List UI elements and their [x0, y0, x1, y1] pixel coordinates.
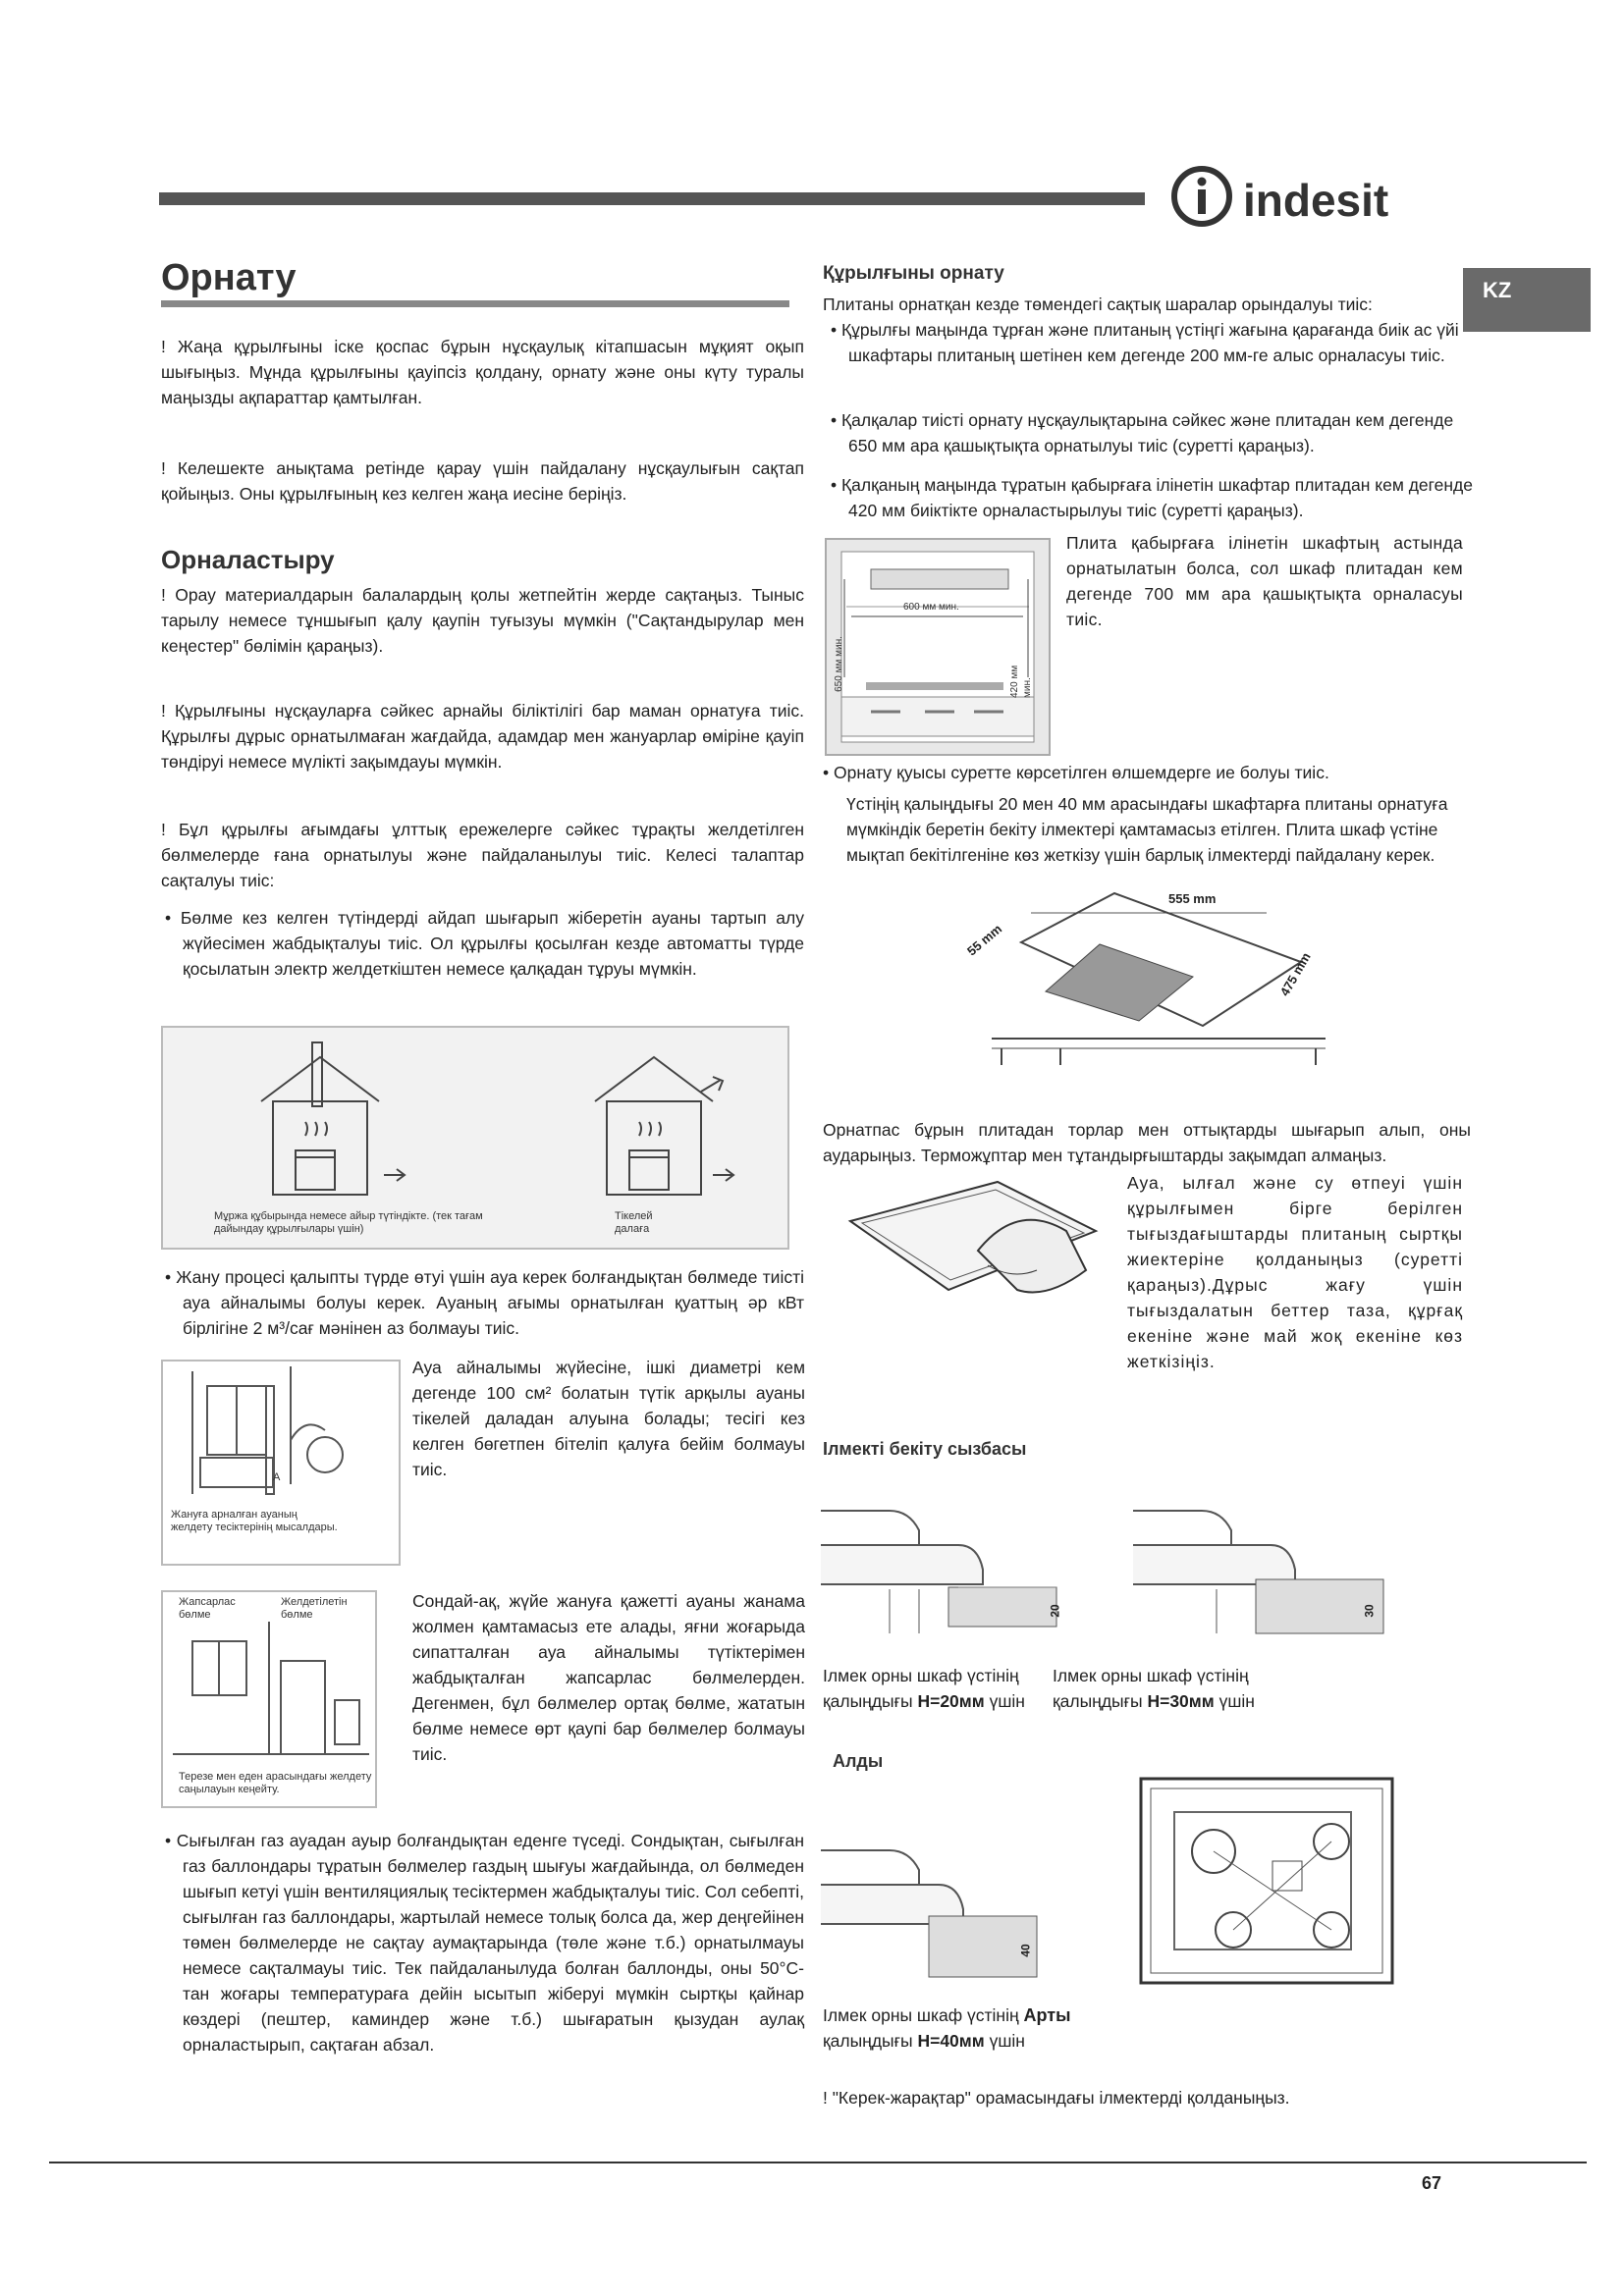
hook-20-caption-b: қалыңдығы: [823, 1691, 913, 1711]
hook-20-figure: [821, 1496, 1066, 1643]
hook-30-caption-d: үшін: [1218, 1691, 1255, 1711]
ventilation-caption-left: Мұржа құбырында немесе айыр түтіндікте. (тек тағам дайындау құрылғылары үшін): [214, 1210, 483, 1235]
ventilated-room-label: Желдетілетін бөлме: [281, 1596, 348, 1621]
brand-name: indesit: [1243, 175, 1389, 226]
intro-paragraph-1: ! Жаңа құрылғыны іске қоспас бұрын нұсқаулық кітапшасын мұқият оқып шығыңыз. Мұнда құрылғыны қауіпсіз қолдану, орнату және оны күту туралы маңызды ақпараттар қамтылған.: [161, 337, 804, 407]
install-heading: Құрылғыны орнату: [823, 263, 1004, 284]
hook-40-caption-a: Ілмек орны шкаф үстінің: [823, 2005, 1019, 2025]
dim-650-label: 650 мм мин.: [833, 636, 844, 692]
bullet-compressed-gas: • Сығылған газ ауадан ауыр болғандықтан еденге түседі. Сондықтан, сығылған газ баллондары тұратын бөлмелер газдың шығуы жағдайында, ол бөлмеден шығып кетуі үшін вентиляциялық тесіктермен жабдықталуы тиіс. Сол себепті, сығылған газ баллондары, жартылай немесе толық болса да, жер деңгейінен төмен бөлмелерде не сақтау аумақтарында (төле және т.б.) орнатылмауы немесе сақталмауы тиіс. Тек пайдаланылуда болған баллонды, оны 50°C-тан жоғары температураға дейін ысытып жіберуі мүмкін сыртқы қайнар көздері (пештер, каминдер және т.б.) шығаратын қызудан аулақ орналастырып, сақтаған абзал.: [165, 1831, 804, 2055]
dim-55-label: 55 mm: [963, 921, 1005, 959]
dim-555-label: 555 mm: [1168, 891, 1217, 906]
placement-paragraph-1: ! Орау материалдарын балалардың қолы жетпейтін жерде сақтаңыз. Тыныс тарылу немесе тұншығып қалу қаупін туғызуы мүмкін ("Сақтандырулар мен кеңестер" бөлімін қараңыз).: [161, 585, 804, 656]
seal-paragraph: Ауа, ылғал және су өтпеуі үшін құрылғымен бірге берілген тығыздағыштарды плитаның сыртқы жиектеріне қолданыңыз (суретті қараңыз).Дұрыс жағу үшін тығыздалатын беттер таза, құрғақ екеніне және май жоқ екеніне көз жеткізіңіз.: [1127, 1173, 1463, 1371]
air-vent-figure: [161, 1360, 401, 1566]
hob-bottom-figure: [1135, 1773, 1398, 1989]
install-intro: Плитаны орнатқан кезде төмендегі сақтық шаралар орындалуы тиіс:: [823, 294, 1373, 314]
placement-paragraph-3: ! Бұл құрылғы ағымдағы ұлттық ережелерге сәйкес тұрақты желдетілген бөлмелерде ғана орнатылуы және пайдаланылуы тиіс. Келесі талаптар сақталуы тиіс:: [161, 820, 804, 890]
title-rule: [161, 300, 789, 307]
dim-420-label: 420 мм мин.: [1009, 665, 1033, 698]
placement-heading: Орналастыру: [161, 545, 335, 574]
air-vent-caption: Жануға арналған ауаның желдету тесіктерінің мысалдары.: [171, 1509, 338, 1533]
hooks-note: ! "Керек-жарақтар" орамасындағы ілмектерді қолданыңыз.: [823, 2088, 1290, 2108]
hook-40-caption-d: үшін: [989, 2031, 1025, 2051]
hook-20-label: 20: [1048, 1604, 1062, 1618]
hook-30-caption-c: H=30мм: [1147, 1691, 1215, 1711]
section-title: Орнату: [161, 257, 297, 298]
hook-30-label: 30: [1362, 1604, 1377, 1618]
air-vent-label-a: A: [273, 1471, 281, 1483]
ventilation-figure: [161, 1026, 789, 1250]
intro-paragraph-2: ! Келешекте анықтама ретінде қарау үшін пайдалану нұсқаулығын сақтап қойыңыз. Оны құрылғының кез келген жаңа иесіне беріңіз.: [161, 458, 804, 504]
adjacent-room-label: Жапсарлас бөлме: [179, 1596, 236, 1621]
hook-40-caption-b: қалыңдығы: [823, 2031, 913, 2051]
dim-600-label: 600 мм мин.: [903, 602, 959, 613]
front-label: Алды: [833, 1751, 884, 1771]
dim-475-label: 475 mm: [1276, 949, 1314, 999]
footer-rule: [49, 2162, 1587, 2163]
clearance-figure: [825, 538, 1051, 756]
hook-20-caption-a: Ілмек орны шкаф үстінің: [823, 1666, 1019, 1685]
hook-40-label: 40: [1018, 1944, 1033, 1957]
hook-40-caption: [823, 2002, 1117, 2054]
cutout-figure: [943, 883, 1335, 1070]
hook-30-caption-a: Ілмек орны шкаф үстінің: [1053, 1666, 1249, 1685]
adjacent-room-paragraph: Сондай-ақ, жүйе жануға қажетті ауаны жанама жолмен қамтамасыз ете алады, яғни жоғарыда сипатталған ауа айналымы түтіктерімен жабдықталған жапсарлас бөлмелерден. Дегенмен, бұл бөлмелер ортақ бөлме, жататын бөлме немесе өрт қаупі бар бөлмелер болмауы тиіс.: [412, 1591, 805, 1764]
back-label: Арты: [1023, 2005, 1071, 2025]
header-rule: [159, 192, 1145, 205]
hook-20-caption: [823, 1663, 1068, 1714]
hook-30-caption-b: қалыңдығы: [1053, 1691, 1143, 1711]
language-tab: KZ: [1463, 268, 1591, 332]
brand-logo: [1168, 157, 1463, 236]
hook-40-figure: [821, 1836, 1056, 1983]
install-wall-cabinet-paragraph: Плита қабырғаға ілінетін шкафтың астында орнатылатын болса, сол шкаф плитадан кем дегенде 700 мм ара қашықтықта орналасуы тиіс.: [1066, 533, 1463, 629]
install-bullet-hoods: • Қалқалар тиісті орнату нұсқаулықтарына сәйкес және плитадан кем дегенде 650 мм ара қашықтықта орнатылуы тиіс (суретті қараңыз).: [831, 410, 1454, 455]
hook-20-caption-c: H=20мм: [917, 1691, 985, 1711]
install-bullet-cabinets: • Құрылғы маңында тұрған және плитаның үстіңгі жағына қарағанда биік ас үйі шкафтары плитаның шетінен кем дегенде 200 мм-ге алыс орналасуы тиіс.: [831, 320, 1459, 365]
bullet-air-circulation: • Жану процесі қалыпты түрде өтуі үшін ауа керек болғандықтан бөлмеде тиісті ауа айналымы болуы керек. Ауаның ағымы орнатылған қуаттың әр кВт бірлігіне 2 м³/сағ мәнінен аз болмауы тиіс.: [165, 1267, 804, 1338]
hook-40-caption-c: H=40мм: [917, 2031, 985, 2051]
hook-20-caption-d: үшін: [989, 1691, 1025, 1711]
bullet-extraction: • Бөлме кез келген түтіндерді айдап шығарып жіберетін ауаны тартып алу жүйесімен жабдықталуы тиіс. Ол құрылғы қосылған кезде автоматты түрде қосылатын электр желдеткіштен немесе қалқадан тұруы мүмкін.: [165, 908, 804, 979]
install-hooks-paragraph: Үстіңің қалыңдығы 20 мен 40 мм арасындағы шкафтарға плитаны орнатуға мүмкіндік беретін бекіту ілмектері қамтамасыз етілген. Плита шкаф үстіне мықтап бекітілгеніне көз жеткізу үшін барлық ілмектерді пайдалану керек.: [846, 794, 1448, 865]
ventilation-caption-right: Тікелей далаға: [615, 1210, 653, 1235]
placement-paragraph-2: ! Құрылғыны нұсқауларға сәйкес арнайы біліктілігі бар маман орнатуға тиіс. Құрылғы дұрыс орнатылмаған жағдайда, адамдар мен жануарлар өміріне қауіп төндіруі немесе мүлікті зақымдауы мүмкін.: [161, 701, 804, 772]
hooks-heading: Ілмекті бекіту сызбасы: [823, 1439, 1027, 1459]
page-number: 67: [1422, 2173, 1442, 2193]
seal-figure: [831, 1172, 1115, 1319]
hook-30-caption: [1053, 1663, 1308, 1714]
install-bullet-wall-cabinets: • Қалқаның маңында тұратын қабырғаға ілінетін шкафтар плитадан кем дегенде 420 мм биіктікте орналастырылуы тиіс (суретті қараңыз).: [831, 475, 1473, 520]
hook-30-figure: [1133, 1496, 1388, 1643]
air-vent-paragraph: Ауа айналымы жүйесіне, ішкі диаметрі кем дегенде 100 см² болатын түтік арқылы ауаны тікелей даладан алуына болады; тесігі кез келген бөгетпен бітеліп қалуға бейім болмауы тиіс.: [412, 1358, 805, 1479]
remove-grids-paragraph: Орнатпас бұрын плитадан торлар мен оттықтарды шығарып алып, оны аударыңыз. Терможұптар мен тұтандырғыштарды зақымдап алмаңыз.: [823, 1120, 1471, 1165]
adjacent-room-caption: Терезе мен еден арасындағы желдету саңылауын кеңейту.: [179, 1771, 372, 1795]
adjacent-room-figure: [161, 1590, 377, 1808]
install-bullet-cavity: • Орнату қуысы суретте көрсетілген өлшемдерге ие болуы тиіс.: [823, 763, 1329, 782]
